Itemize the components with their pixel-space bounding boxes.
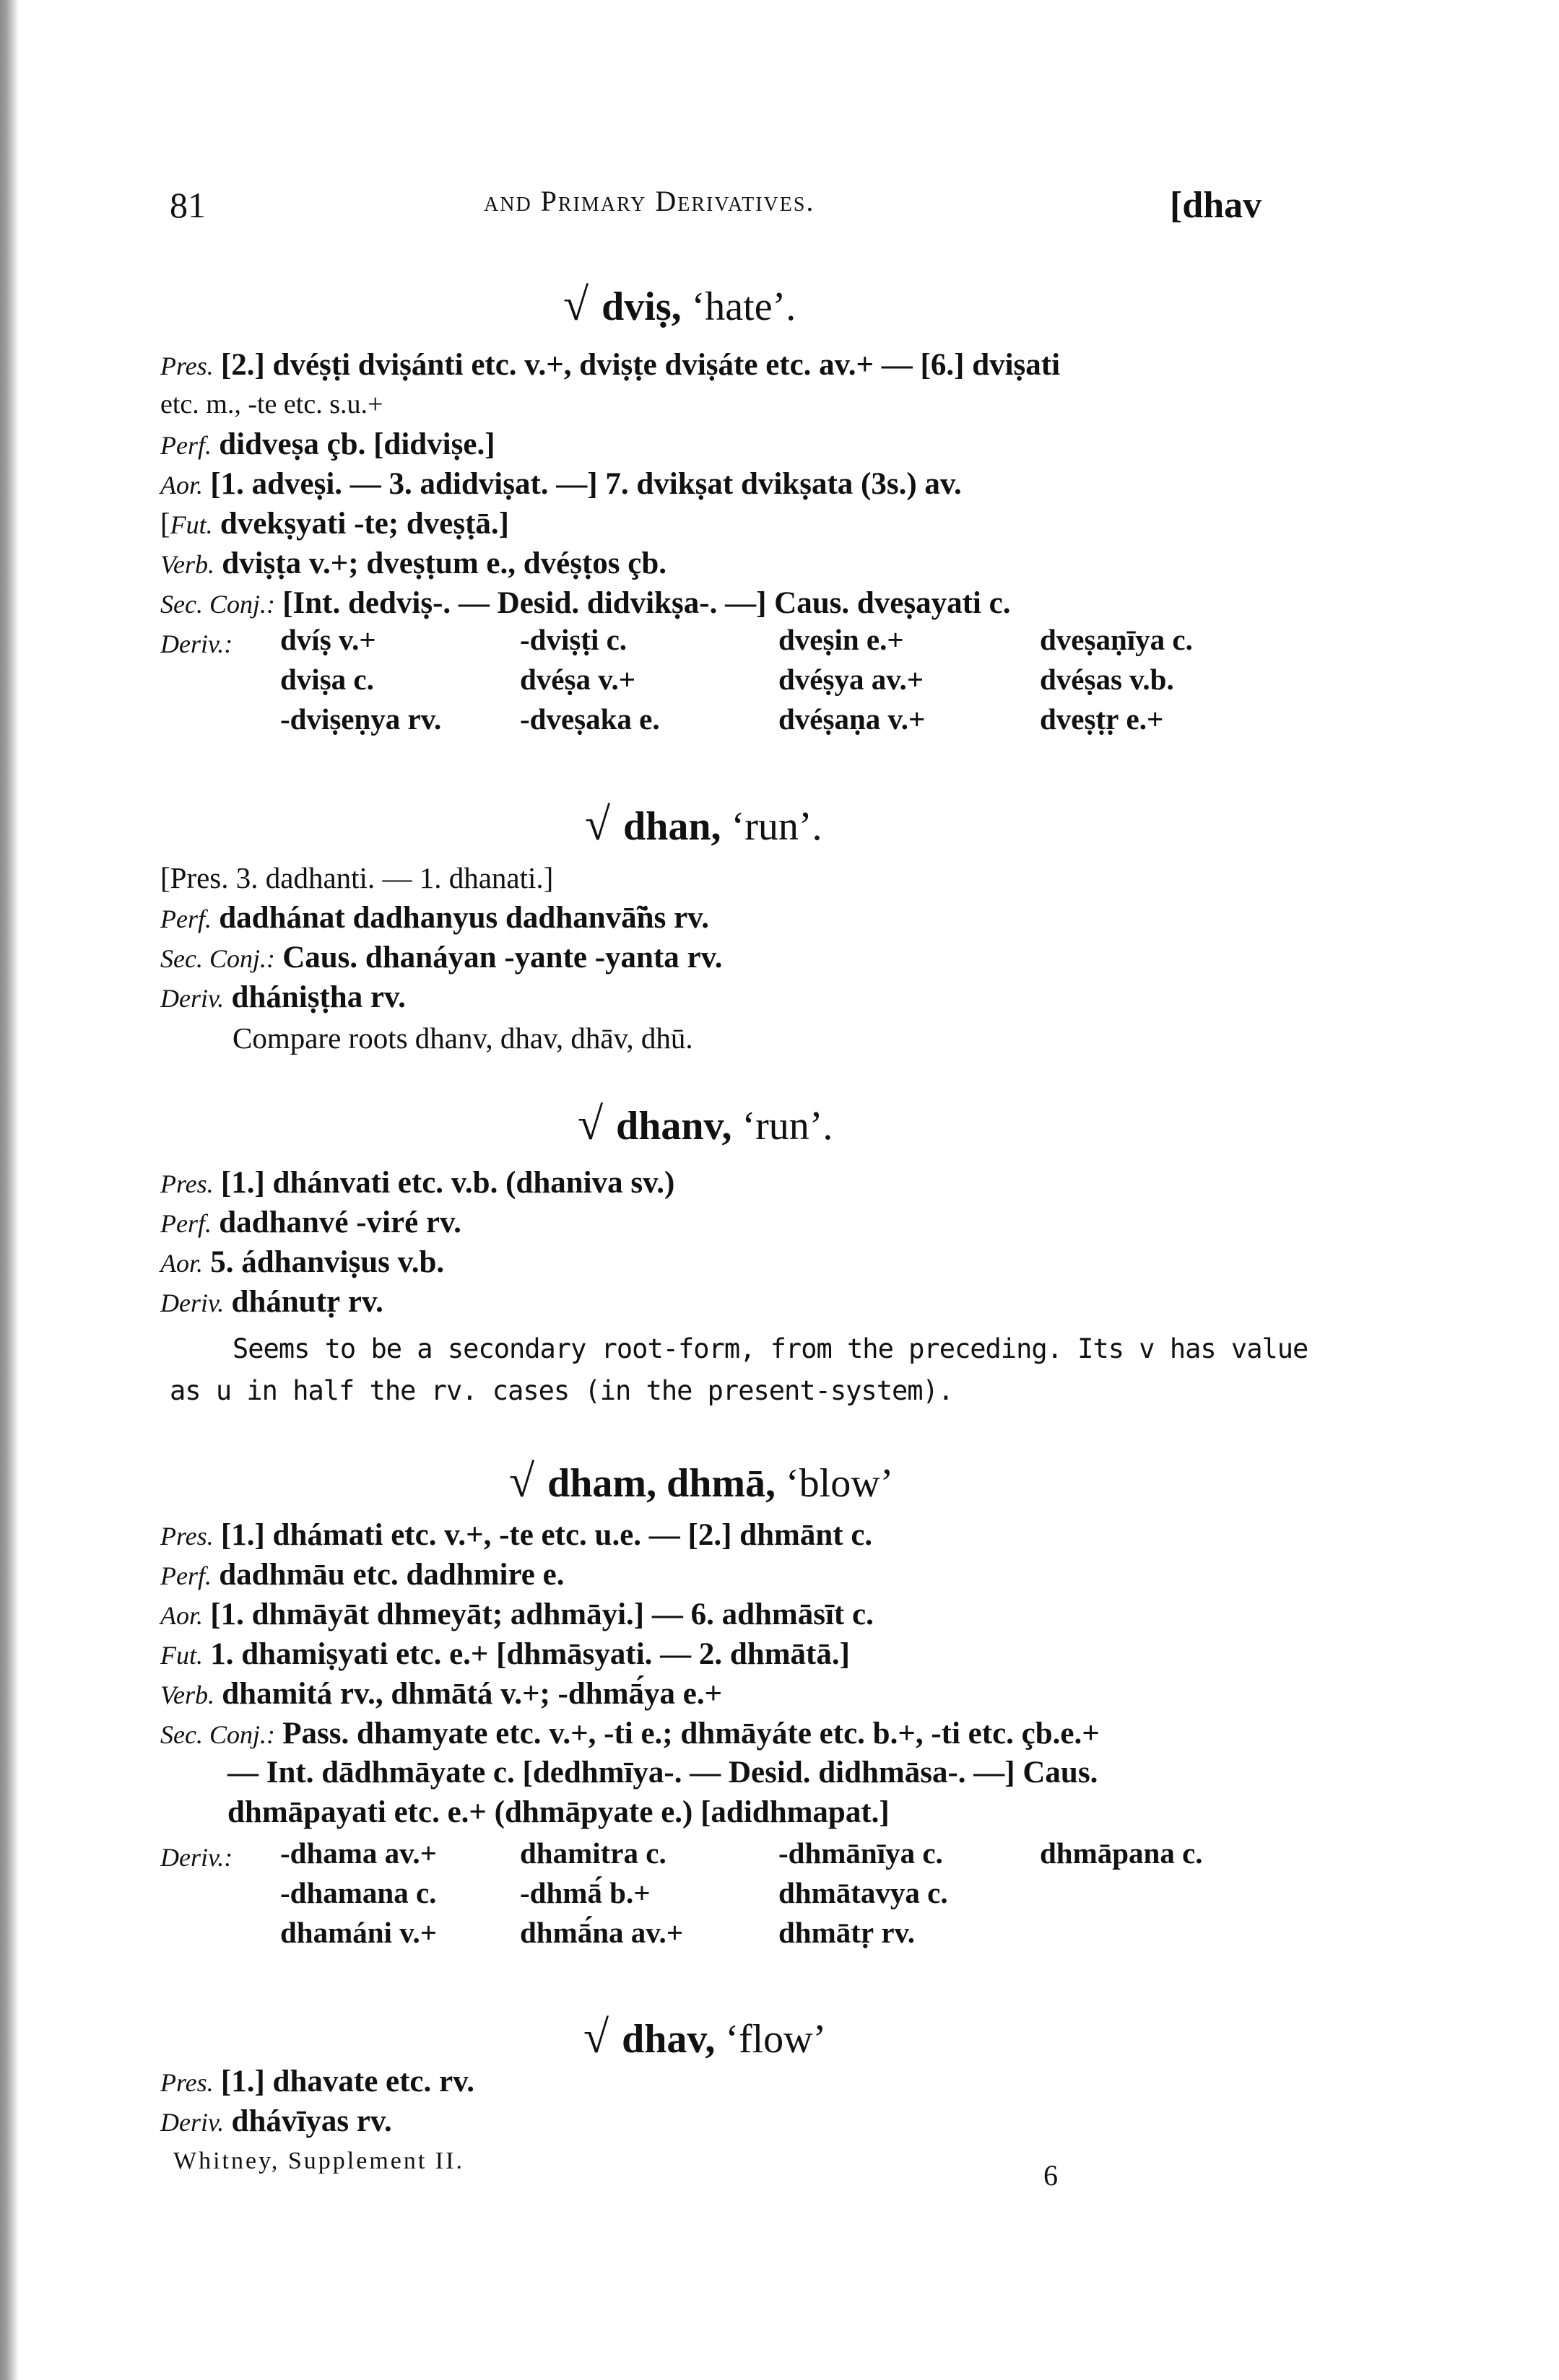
dvis-line-verb: Verb. dviṣṭa v.+; dveṣṭum e., dvéṣṭos çb.: [160, 546, 667, 580]
deriv-entry: dhmā́na av.+: [520, 1916, 684, 1949]
dhanv-line-deriv: Deriv. dhánutṛ rv.: [160, 1285, 383, 1319]
deriv-entry: dhamáni v.+: [280, 1916, 438, 1949]
dham-line-fut: Fut. 1. dhamiṣyati etc. e.+ [dhmāsyati. — 2. dhmātā.]: [160, 1637, 850, 1671]
dhan-line-perf: Perf. dadhánat dadhanyus dadhanvā̃ṅs rv.: [160, 901, 710, 935]
radical-sign-icon: √: [509, 1455, 535, 1507]
dhanv-line-perf: Perf. dadhanvé -viré rv.: [160, 1206, 461, 1239]
dvis-deriv-label: Deriv.:: [160, 629, 233, 658]
deriv-entry: -dviṣeṇya rv.: [280, 702, 442, 736]
dhan-compare-note: Compare roots dhanv, dhav, dhāv, dhū.: [233, 1021, 693, 1055]
dham-line-verb: Verb. dhamitá rv., dhmātá v.+; -dhmā́ya e.+: [160, 1677, 723, 1711]
radical-sign-icon: √: [585, 798, 611, 850]
root-heading-dhav: √ dhav, ‘flow’: [583, 2011, 827, 2062]
dvis-line-secconj: Sec. Conj.: [Int. dedviṣ-. — Desid. didvikṣa-. —] Caus. dveṣayati c.: [160, 586, 1011, 620]
dham-line-secconj: Sec. Conj.: Pass. dhamyate etc. v.+, -ti e.; dhmāyáte etc. b.+, -ti etc. çb.e.+: [160, 1717, 1100, 1751]
root-heading-dhan: √ dhan, ‘run’.: [585, 798, 822, 850]
deriv-entry: dveṣṭṛ e.+: [1040, 702, 1164, 736]
dvis-line-pres-cont: etc. m., -te etc. s.u.+: [160, 389, 383, 419]
running-title: and Primary Derivatives.: [484, 185, 815, 217]
dvis-line-pres: Pres. [2.] dvéṣṭi dviṣánti etc. v.+, dviṣṭe dviṣáte etc. av.+ — [6.] dviṣati: [160, 348, 1061, 382]
deriv-entry: dvéṣa v.+: [520, 663, 636, 696]
root-heading-dham: √ dham, dhmā, ‘blow’: [509, 1455, 894, 1507]
deriv-entry: -dhmānīya c.: [778, 1836, 943, 1870]
dvis-line-perf: Perf. didveṣa çb. [didviṣe.]: [160, 427, 495, 461]
deriv-entry: dhmāpana c.: [1040, 1836, 1203, 1870]
dhanv-line-pres: Pres. [1.] dhánvati etc. v.b. (dhaniva sv.): [160, 1166, 675, 1200]
deriv-entry: dvíṣ v.+: [280, 623, 376, 656]
dham-line-secconj-cont2: dhmāpayati etc. e.+ (dhmāpyate e.) [adidhmapat.]: [227, 1795, 890, 1829]
deriv-entry: dviṣa c.: [280, 663, 374, 696]
dham-line-perf: Perf. dadhmāu etc. dadhmire e.: [160, 1558, 565, 1592]
dvis-line-fut: [Fut. dvekṣyati -te; dveṣṭā.]: [160, 507, 509, 541]
dham-line-pres: Pres. [1.] dhámati etc. v.+, -te etc. u.e. — [2.] dhmānt c.: [160, 1518, 873, 1552]
dhanv-note-line1: Seems to be a secondary root-form, from the preceding. Its v has value: [233, 1333, 1308, 1364]
dham-line-secconj-cont1: — Int. dādhmāyate c. [dedhmīya-. — Desid. didhmāsa-. —] Caus.: [227, 1756, 1098, 1790]
deriv-entry: dvéṣas v.b.: [1040, 663, 1174, 696]
deriv-entry: -dhama av.+: [280, 1836, 438, 1870]
dvis-line-aor: Aor. [1. adveṣi. — 3. adidviṣat. —] 7. dvikṣat dvikṣata (3s.) av.: [160, 467, 962, 501]
signature-mark: 6: [1043, 2159, 1058, 2192]
dhanv-note-line2: as u in half the rv. cases (in the present-system).: [170, 1375, 954, 1406]
deriv-entry: -dhamana c.: [280, 1876, 437, 1909]
root-heading-dvis: √ dviṣ, ‘hate’.: [563, 279, 796, 330]
dhav-line-pres: Pres. [1.] dhavate etc. rv.: [160, 2065, 474, 2098]
page-number: 81: [170, 185, 206, 225]
deriv-entry: dhmātṛ rv.: [778, 1916, 916, 1949]
dhan-line-deriv: Deriv. dhániṣṭha rv.: [160, 980, 406, 1014]
scan-edge-shadow: [0, 0, 19, 2380]
deriv-entry: dveṣin e.+: [778, 623, 904, 656]
deriv-entry: dhmātavya c.: [778, 1876, 948, 1909]
root-heading-dhanv: √ dhanv, ‘run’.: [578, 1098, 833, 1149]
dhav-line-deriv: Deriv. dhávīyas rv.: [160, 2104, 392, 2138]
radical-sign-icon: √: [563, 279, 589, 330]
dhanv-line-aor: Aor. 5. ádhanviṣus v.b.: [160, 1245, 445, 1279]
deriv-entry: -dveṣaka e.: [520, 702, 660, 736]
dham-line-aor: Aor. [1. dhmāyāt dhmeyāt; adhmāyi.] — 6. adhmāsīt c.: [160, 1597, 874, 1631]
deriv-entry: dveṣaṇīya c.: [1040, 623, 1193, 656]
page-headword: [dhav: [1170, 185, 1262, 226]
dhan-line-secconj: Sec. Conj.: Caus. dhanáyan -yante -yanta rv.: [160, 941, 723, 975]
footer-author: Whitney, Supplement II.: [173, 2148, 464, 2174]
dhan-line-pres: [Pres. 3. dadhanti. — 1. dhanati.]: [160, 861, 554, 894]
radical-sign-icon: √: [578, 1098, 604, 1149]
radical-sign-icon: √: [583, 2011, 609, 2062]
deriv-entry: -dhmā́ b.+: [520, 1876, 651, 1909]
dham-deriv-label: Deriv.:: [160, 1843, 233, 1872]
deriv-entry: -dviṣṭi c.: [520, 623, 627, 656]
deriv-entry: dvéṣaṇa v.+: [778, 702, 926, 736]
deriv-entry: dvéṣya av.+: [778, 663, 924, 696]
deriv-entry: dhamitra c.: [520, 1836, 666, 1870]
